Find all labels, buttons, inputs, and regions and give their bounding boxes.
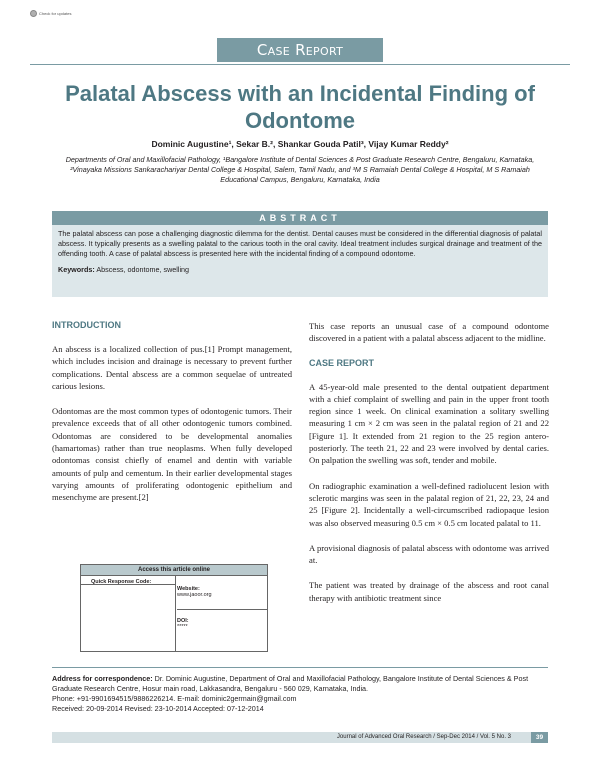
footer-divider — [52, 667, 548, 668]
introduction-paragraph-1: An abscess is a localized collection of pus.[1] Prompt management, which includes incision and drainage is necessary to prevent further complications. Dental abscess are a common sequelae of untreated carious lesions. — [52, 344, 292, 391]
abstract-heading: ABSTRACT — [52, 211, 548, 225]
page-number: 39 — [531, 732, 548, 743]
qr-code-label: Quick Response Code: — [91, 579, 152, 585]
case-paragraph-1: A 45-year-old male presented to the dental outpatient department with a chief complaint of swelling and pain in the upper front tooth region since 1 week. On clinical examination a solitary swelling measuring 1 cm × 2 cm was seen in the palatal region of 21 and 22 [Figure 1]. It extended from 21 region to the 25 region antero-posteriorly. The teeth 21, 22 and 23 were involved by dental caries. On palpation the swelling was soft, tender and mobile. — [309, 381, 549, 466]
author-list: Dominic Augustine¹, Sekar B.², Shankar Gouda Patil³, Vijay Kumar Reddy² — [151, 139, 449, 149]
introduction-heading: INTRODUCTION — [52, 320, 121, 330]
correspondence-dates: Received: 20-09-2014 Revised: 23-10-2014 Accepted: 07-12-2014 — [52, 704, 264, 713]
section-label: Case Report — [217, 38, 383, 62]
correspondence-address: Dr. Dominic Augustine, Department of Oral and Maxillofacial Pathology, Bangalore Institute of Dental Sciences & Post Graduate Research Centre, Hosur main road, Lakkasandra, Bengaluru - 560 029, Karnataka, India. — [52, 674, 529, 693]
correspondence-contact: Phone: +91-9901694515/9886226214. E-mail: dominic2germain@gmail.com — [52, 694, 297, 703]
check-for-updates-badge[interactable] — [30, 8, 86, 18]
affiliation: Departments of Oral and Maxillofacial Pathology, ¹Bangalore Institute of Dental Sciences & Post Graduate Research Centre, Bengaluru, Karnataka, ²Vinayaka Missions Sankarachariyar Dental College & Hospital, Salem, Tamil Nadu, and ³M S Ramaiah Dental College & Hospital, M S Ramaiah Educational Campus, Bengaluru, Karnataka, India — [65, 155, 535, 184]
banner-divider — [30, 64, 570, 65]
doi-label: DOI: — [177, 618, 189, 624]
access-header: Access this article online — [81, 565, 267, 576]
keywords-label: Keywords: — [58, 265, 95, 274]
qr-code-cell — [81, 576, 176, 652]
case-intro-paragraph: This case reports an unusual case of a compound odontome discovered in a patient with a palatal abscess adjacent to the midline. — [309, 321, 549, 344]
correspondence-block — [52, 674, 548, 714]
case-paragraph-4: The patient was treated by drainage of the abscess and root canal therapy with antibiotic treatment since — [309, 580, 549, 603]
website-label: Website: — [177, 586, 200, 592]
website-link[interactable]: www.jaoor.org — [177, 592, 212, 598]
right-column — [309, 320, 549, 617]
journal-footer: Journal of Advanced Oral Research / Sep-Dec 2014 / Vol. 5 No. 3 — [52, 732, 531, 743]
updates-label: Check for updates — [39, 10, 72, 16]
case-paragraph-3: A provisional diagnosis of palatal abscess with odontome was arrived at. — [309, 542, 549, 566]
updates-icon — [30, 10, 37, 17]
keywords-value: Abscess, odontome, swelling — [96, 265, 190, 274]
introduction-paragraph-2: Odontomas are the most common types of odontogenic tumors. Their prevalence exceeds that of all other odontogenic tumors combined. Odontomas are considered to be developmental anomalies (hamartomas) rather than true neoplasms. When fully developed odontomas consist chiefly of enamel and dentin with variable amounts of pulp and cementum. In their earlier developmental stages varying amounts of proliferating odontogenic epithelium and mesenchyme are present.[2] — [52, 406, 292, 503]
left-column — [52, 320, 292, 517]
case-report-heading: CASE REPORT — [309, 357, 375, 368]
case-paragraph-2: On radiographic examination a well-defined radiolucent lesion with sclerotic margins was seen in the palatal region of 21, 22, 23, 24 and 25 [Figure 2]. Incidentally a well-circumscribed radiopaque lesion was also observed measuring 0.5 cm × 0.5 cm located palatal to 11. — [309, 480, 549, 528]
access-online-box — [80, 564, 268, 652]
article-title: Palatal Abscess with an Incidental Finding of Odontome — [65, 81, 535, 133]
correspondence-label: Address for correspondence: — [52, 674, 153, 683]
abstract-text: The palatal abscess can pose a challenging diagnostic dilemma for the dentist. Dental causes must be considered in the differential diagnosis of palatal abscess. It typically presents as a swelling palatal to the carious tooth in the oral cavity. Ideal treatment includes surgical drainage and treatment of the offending tooth. A case of palatal abscess is presented here with the incidental finding of a compound odontome. — [58, 229, 542, 258]
abstract-box — [52, 225, 548, 297]
doi-value: ***** — [177, 624, 188, 630]
keywords — [58, 265, 542, 275]
